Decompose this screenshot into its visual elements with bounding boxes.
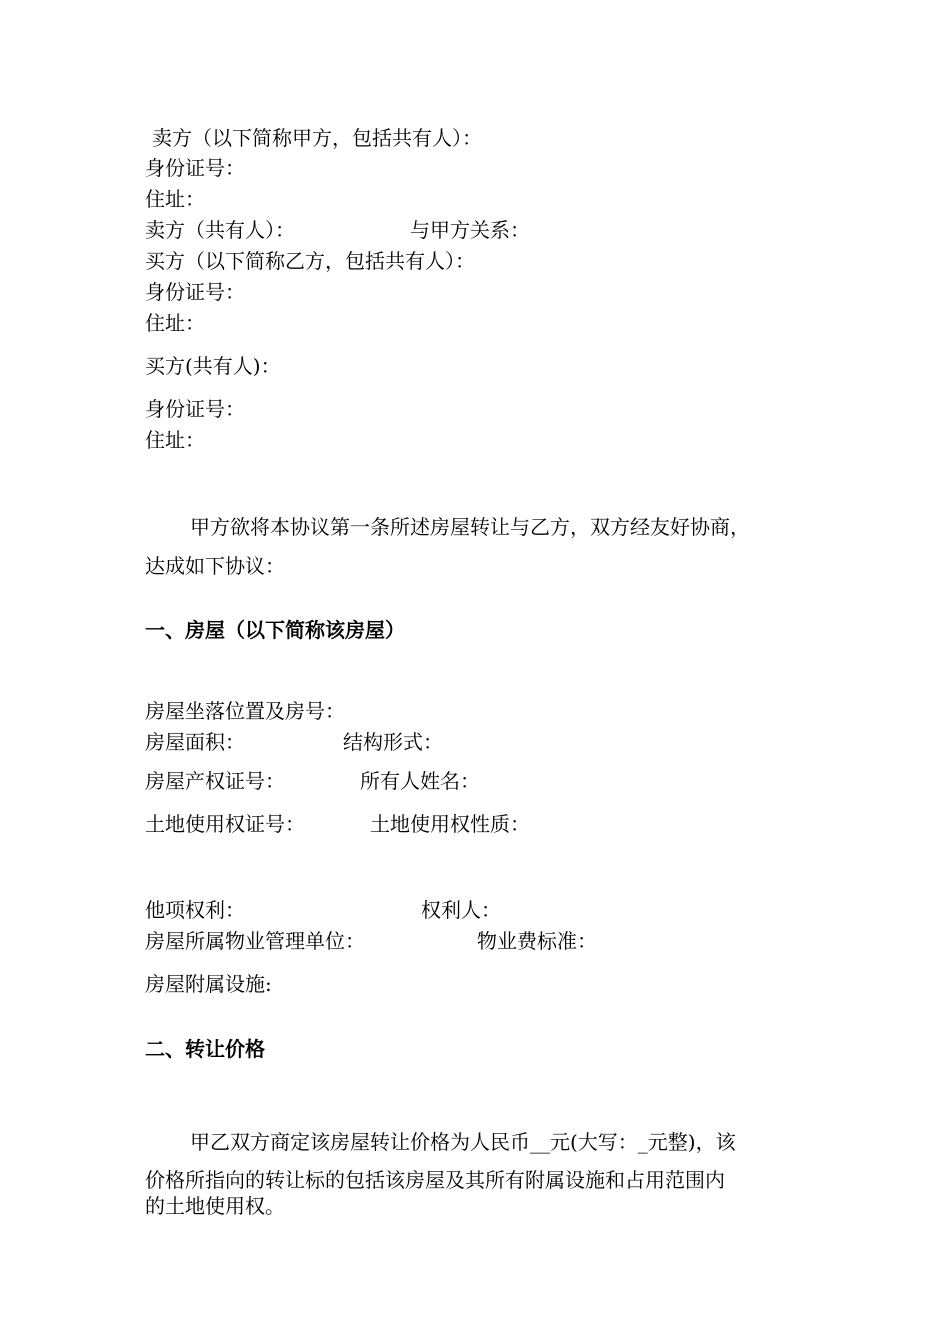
seller-id-label: 身份证号： xyxy=(145,156,245,180)
buyer-id-label: 身份证号： xyxy=(145,280,245,304)
intro-line-1: 甲方欲将本协议第一条所述房屋转让与乙方，双方经友好协商， xyxy=(190,515,750,539)
buyer-coowner-id-label: 身份证号： xyxy=(145,397,245,421)
facilities-label: 房屋附属设施: xyxy=(145,972,272,996)
other-rights-label: 他项权利： xyxy=(145,898,245,922)
owner-name-label: 所有人姓名： xyxy=(360,769,480,793)
price-line-3: 的土地使用权。 xyxy=(145,1194,285,1218)
land-cert-label: 土地使用权证号： xyxy=(145,812,305,836)
property-cert-label: 房屋产权证号： xyxy=(145,769,285,793)
land-nature-label: 土地使用权性质： xyxy=(370,812,530,836)
right-holder-label: 权利人： xyxy=(421,898,501,922)
location-label: 房屋坐落位置及房号： xyxy=(145,699,345,723)
property-mgmt-label: 房屋所属物业管理单位： xyxy=(145,929,365,953)
price-line-2: 价格所指向的转让标的包括该房屋及其所有附属设施和占用范围内 xyxy=(145,1168,725,1192)
seller-label: 卖方（以下简称甲方，包括共有人）： xyxy=(152,126,482,150)
seller-coowner-label: 卖方（共有人）： xyxy=(145,218,295,242)
seller-relation-label: 与甲方关系： xyxy=(410,218,530,242)
seller-address-label: 住址： xyxy=(145,187,205,211)
section-1-heading: 一、房屋（以下简称该房屋） xyxy=(145,618,405,642)
section-2-heading: 二、转让价格 xyxy=(145,1037,265,1061)
intro-line-2: 达成如下协议： xyxy=(145,554,285,578)
buyer-address-label: 住址： xyxy=(145,311,205,335)
price-line-1: 甲乙双方商定该房屋转让价格为人民币__元(大写：_元整)，该 xyxy=(190,1130,736,1154)
structure-label: 结构形式： xyxy=(343,730,443,754)
area-label: 房屋面积： xyxy=(145,730,245,754)
property-fee-label: 物业费标准： xyxy=(477,929,597,953)
buyer-coowner-address-label: 住址： xyxy=(145,428,205,452)
buyer-label: 买方（以下简称乙方，包括共有人）： xyxy=(145,249,475,273)
buyer-coowner-label: 买方(共有人)： xyxy=(145,354,281,378)
